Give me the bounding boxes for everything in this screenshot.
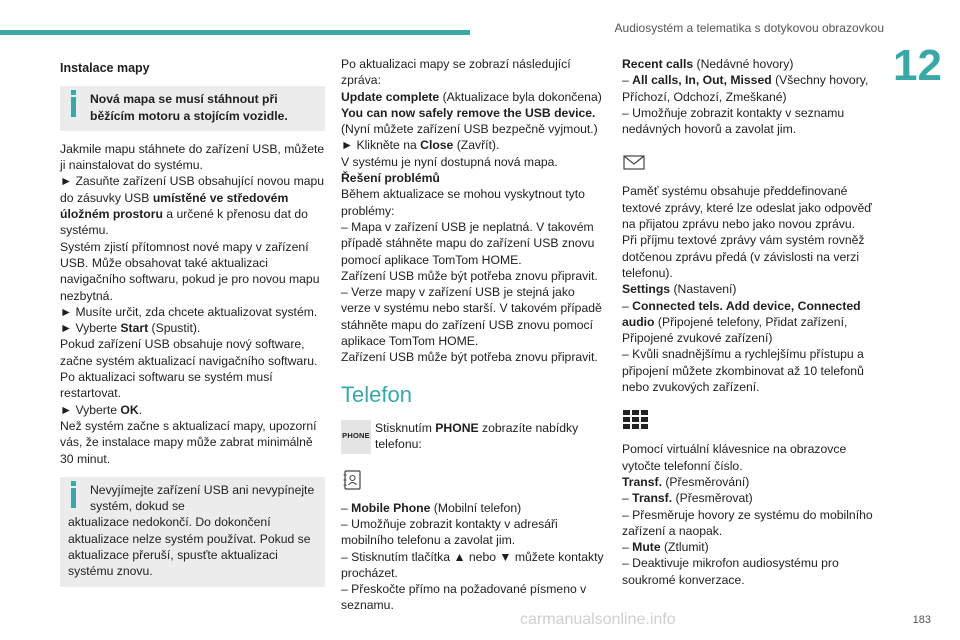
paragraph: Při příjmu textové zprávy vám systém rovněž dotčenou zprávu předá (v závislosti na verzi telefonu). (622, 233, 865, 280)
info-icon (70, 481, 77, 509)
column-2 (341, 56, 606, 614)
paragraph: Pokud zařízení USB obsahuje nový software, začne systém aktualizací navigačního softwaru. (60, 337, 318, 368)
note-text: Nevyjímejte zařízení USB ani nevypínejte systém, dokud se (90, 482, 315, 514)
paragraph: Paměť systému obsahuje předdefinované textové zprávy, které lze odeslat jako odpověď na přijatou zprávu nebo jako novou zprávu. (622, 184, 872, 232)
paragraph: – Přesměruje hovory ze systému do mobilního zařízení a naopak. (622, 507, 873, 538)
paragraph: – Mapa v zařízení USB je neplatná. V takovém případě stáhněte mapu do zařízení USB znovu pomocí aplikace TomTom HOME. (341, 219, 595, 267)
paragraph: Po aktualizaci softwaru se systém musí restartovat. (60, 370, 273, 401)
column-3 (622, 56, 884, 588)
header-title: Audiosystém a telematika s dotykovou obrazovkou (614, 21, 884, 35)
paragraph: Update complete (Aktualizace byla dokončena) (341, 89, 602, 104)
paragraph: Stisknutím PHONE zobrazíte nabídky telefonu: (375, 420, 579, 451)
paragraph: Zařízení USB může být potřeba znovu připravit. (341, 350, 598, 365)
paragraph: Recent calls (Nedávné hovory) (622, 57, 794, 71)
paragraph: – Transf. (Přesměrovat) (622, 491, 753, 506)
info-note (60, 86, 325, 131)
arrow-up-icon: ▲ (453, 549, 466, 564)
paragraph: – Umožňuje zobrazit kontakty v seznamu nedávných hovorů a zavolat jim. (622, 105, 845, 137)
arrow-down-icon: ▼ (499, 549, 512, 564)
paragraph: Jakmile mapu stáhnete do zařízení USB, můžete ji nainstalovat do systému. (60, 141, 325, 173)
note-text: aktualizace nedokončí. Do dokončení aktualizace nelze systém používat. Pokud se aktualizace přeruší, spusťte aktualizaci systému znovu. (68, 515, 311, 579)
info-icon (70, 90, 77, 118)
paragraph: – Connected tels. Add device, Connected audio (Připojené telefony, Přidat zařízení, Připojené zvukové zařízení) (622, 298, 861, 346)
phone-icon: PHONE (341, 420, 371, 454)
paragraph: – Stisknutím tlačítka ▲ nebo ▼ můžete kontakty procházet. (341, 549, 604, 580)
paragraph: V systému je nyní dostupná nová mapa. (341, 154, 558, 169)
address-book-icon (341, 468, 606, 494)
header-accent-bar (0, 30, 470, 35)
section-title: Instalace mapy (60, 61, 150, 75)
paragraph: Transf. (Přesměrování) (622, 474, 750, 489)
keypad-icon (622, 409, 884, 435)
chapter-number: 12 (893, 41, 942, 90)
info-note (60, 477, 325, 587)
paragraph: Pomocí virtuální klávesnice na obrazovce vytočte telefonní číslo. (622, 442, 847, 473)
paragraph: Po aktualizaci mapy se zobrazí následující zpráva: (341, 57, 571, 88)
paragraph: – Deaktivuje mikrofon audiosystému pro soukromé konverzace. (622, 556, 839, 587)
paragraph: You can now safely remove the USB device. (Nyní můžete zařízení USB bezpečně vyjmout.) (341, 105, 598, 137)
paragraph: – Umožňuje zobrazit kontakty v adresáři mobilního telefonu a zavolat jim. (341, 516, 558, 548)
paragraph: – Kvůli snadnějšímu a rychlejšímu přístupu a připojení můžete zkombinovat až 10 telefonů nebo zvukových zařízení. (622, 347, 864, 395)
paragraph: Settings (Nastavení) (622, 282, 737, 297)
watermark: carmanualsonline.info (520, 611, 676, 628)
paragraph: – Mobile Phone (Mobilní telefon) (341, 500, 522, 515)
paragraph: Zařízení USB může být potřeba znovu připravit. (341, 268, 598, 283)
phone-intro (341, 420, 606, 454)
paragraph: ► Zasuňte zařízení USB obsahující novou mapu do zásuvky USB umístěné ve středovém úložném prostoru a určené k přenosu dat do systému. (60, 174, 325, 238)
paragraph: – All calls, In, Out, Missed (Všechny hovory, Příchozí, Odchozí, Zmeškané) (622, 73, 869, 104)
paragraph: – Mute (Ztlumit) (622, 540, 709, 555)
paragraph: ► Musíte určit, zda chcete aktualizovat systém. (60, 304, 318, 319)
paragraph: – Verze mapy v zařízení USB je stejná jako verze v systému nebo starší. V takovém případě stáhněte mapu do zařízení USB znovu pomocí aplikace TomTom HOME. (341, 285, 602, 349)
section-heading-telefon: Telefon (341, 381, 412, 407)
paragraph: Během aktualizace se mohou vyskytnout tyto problémy: (341, 187, 585, 218)
paragraph: ► Vyberte OK. (60, 402, 143, 417)
page-number: 183 (912, 614, 931, 626)
paragraph: Než systém začne s aktualizací mapy, upozorní vás, že instalace mapy může zabrat minimálně 30 minut. (60, 418, 317, 466)
paragraph: Systém zjistí přítomnost nové mapy v zařízení USB. Může obsahovat také aktualizaci navigačního softwaru, pokud je pro novou mapu nezbytná. (60, 239, 320, 303)
paragraph: ► Vyberte Start (Spustit). (60, 321, 201, 336)
subheading: Řešení problémů (341, 171, 440, 186)
envelope-icon (622, 151, 884, 177)
column-1 (60, 60, 325, 597)
paragraph: – Přeskočte přímo na požadované písmeno v seznamu. (341, 582, 587, 613)
note-text: Nová mapa se musí stáhnout při běžícím motoru a stojícím vozidle. (90, 92, 288, 123)
paragraph: ► Klikněte na Close (Zavřít). (341, 138, 500, 153)
